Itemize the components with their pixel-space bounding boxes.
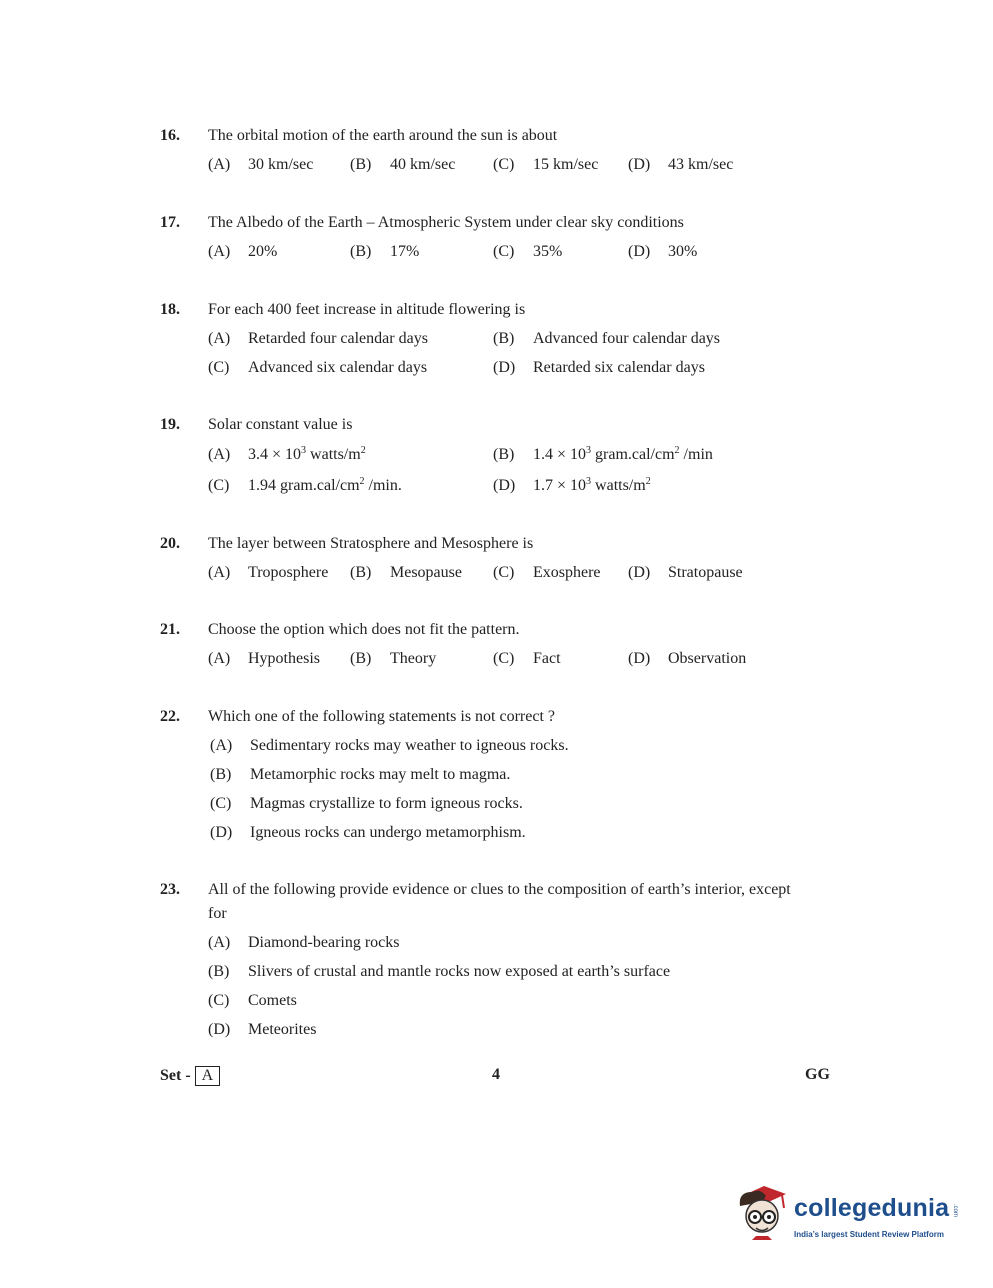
option-label: (D) — [628, 650, 651, 667]
option-text: Slivers of crustal and mantle rocks now exposed at earth’s surface — [248, 963, 671, 980]
option-label: (B) — [350, 156, 372, 173]
option-text: Retarded four calendar days — [248, 330, 428, 347]
option-text: Metamorphic rocks may melt to magma. — [250, 766, 511, 783]
option-text: 43 km/sec — [668, 156, 734, 173]
exponent: 3 — [301, 445, 307, 456]
option-label: (D) — [493, 477, 516, 494]
option-label: (D) — [628, 243, 651, 260]
option-label: (C) — [493, 650, 515, 667]
question-text: The layer between Stratosphere and Mesosphere is — [208, 535, 534, 552]
question-number: 22. — [160, 708, 180, 725]
option-c[interactable] — [493, 243, 562, 261]
option-text: gram.cal/cm — [591, 446, 675, 463]
option-d[interactable] — [493, 359, 705, 377]
option-d[interactable] — [628, 650, 746, 668]
option-text: Sedimentary rocks may weather to igneous rocks. — [250, 737, 569, 754]
option-label: (B) — [493, 330, 515, 347]
option-label: (A) — [208, 446, 231, 463]
question-text: Which one of the following statements is not correct ? — [208, 708, 556, 725]
option-c[interactable] — [493, 650, 561, 668]
option-text: Magmas crystallize to form igneous rocks. — [250, 795, 523, 812]
option-a[interactable] — [208, 446, 366, 464]
option-label: (B) — [208, 963, 230, 980]
option-label: (D) — [628, 156, 651, 173]
option-text: 17% — [390, 243, 420, 260]
option-c[interactable] — [210, 795, 523, 813]
option-text: Retarded six calendar days — [533, 359, 705, 376]
option-text: 1.4 × 10 — [533, 446, 587, 463]
option-label: (D) — [628, 564, 651, 581]
option-text: Advanced six calendar days — [248, 359, 428, 376]
option-text: 1.7 × 10 — [533, 477, 587, 494]
option-label: (B) — [350, 564, 372, 581]
option-text: Hypothesis — [248, 650, 320, 667]
brand-tagline: India’s largest Student Review Platform — [794, 1230, 944, 1239]
set-label: Set - — [160, 1067, 191, 1084]
option-c[interactable] — [208, 359, 427, 377]
option-label: (B) — [350, 650, 372, 667]
option-a[interactable] — [208, 934, 400, 952]
option-text: 35% — [533, 243, 563, 260]
option-d[interactable] — [628, 243, 697, 261]
option-label: (A) — [208, 156, 231, 173]
option-label: (A) — [208, 243, 231, 260]
option-text: Observation — [668, 650, 747, 667]
question-text: The orbital motion of the earth around the sun is about — [208, 127, 558, 144]
option-text: Stratopause — [668, 564, 743, 581]
option-label: (C) — [208, 477, 230, 494]
exponent: 3 — [586, 445, 592, 456]
paper-code: GG — [805, 1066, 830, 1083]
option-text: /min — [679, 446, 713, 463]
exponent: 2 — [359, 476, 365, 487]
option-b[interactable] — [350, 564, 462, 582]
page-footer — [0, 1066, 993, 1090]
option-text: Meteorites — [248, 1021, 317, 1038]
option-label: (C) — [493, 243, 515, 260]
option-text: Comets — [248, 992, 297, 1009]
question-number: 16. — [160, 127, 180, 144]
question-text: The Albedo of the Earth – Atmospheric System under clear sky conditions — [208, 214, 684, 231]
option-a[interactable] — [210, 737, 569, 755]
option-d[interactable] — [628, 156, 733, 174]
option-text: 30% — [668, 243, 698, 260]
option-label: (A) — [208, 650, 231, 667]
collegedunia-logo — [734, 1180, 964, 1250]
mascot-icon — [734, 1180, 792, 1250]
option-text: watts/m — [591, 477, 646, 494]
option-text: 3.4 × 10 — [248, 446, 302, 463]
option-text: 30 km/sec — [248, 156, 314, 173]
option-label: (B) — [493, 446, 515, 463]
option-text: Troposphere — [248, 564, 329, 581]
option-label: (B) — [350, 243, 372, 260]
page-number: 4 — [492, 1066, 500, 1083]
question-number: 23. — [160, 881, 180, 898]
option-text: 20% — [248, 243, 278, 260]
question-number: 20. — [160, 535, 180, 552]
question-text: For each 400 feet increase in altitude flowering is — [208, 301, 526, 318]
option-b[interactable] — [208, 963, 670, 981]
exponent: 2 — [360, 445, 366, 456]
option-text: 40 km/sec — [390, 156, 456, 173]
option-a[interactable] — [208, 243, 277, 261]
option-b[interactable] — [210, 766, 510, 784]
option-a[interactable] — [208, 650, 320, 668]
question-text: Choose the option which does not fit the pattern. — [208, 621, 520, 638]
question-text-continued: for — [208, 905, 227, 922]
brand-domain: .com — [952, 1204, 958, 1218]
question-number: 17. — [160, 214, 180, 231]
question-text: Solar constant value is — [208, 416, 353, 433]
option-text: Theory — [390, 650, 437, 667]
question-number: 21. — [160, 621, 180, 638]
option-label: (C) — [210, 795, 232, 812]
option-text: Advanced four calendar days — [533, 330, 721, 347]
option-c[interactable] — [493, 564, 601, 582]
option-label: (D) — [493, 359, 516, 376]
option-text: Diamond-bearing rocks — [248, 934, 400, 951]
exponent: 3 — [586, 476, 592, 487]
option-text: Igneous rocks can undergo metamorphism. — [250, 824, 526, 841]
option-d[interactable] — [493, 477, 651, 495]
option-b[interactable] — [493, 446, 713, 464]
option-label: (A) — [208, 330, 231, 347]
option-d[interactable] — [628, 564, 743, 582]
option-c[interactable] — [493, 156, 598, 174]
question-number: 19. — [160, 416, 180, 433]
option-d[interactable] — [210, 824, 526, 842]
option-a[interactable] — [208, 330, 428, 348]
set-value-box: A — [195, 1066, 221, 1086]
option-label: (A) — [208, 564, 231, 581]
option-text: Fact — [533, 650, 561, 667]
option-c[interactable] — [208, 992, 297, 1010]
brand-name: collegedunia — [794, 1194, 950, 1222]
option-label: (C) — [493, 564, 515, 581]
option-label: (C) — [208, 359, 230, 376]
option-text: 15 km/sec — [533, 156, 599, 173]
option-a[interactable] — [208, 564, 328, 582]
set-indicator — [160, 1066, 220, 1086]
option-text: /min. — [364, 477, 402, 494]
option-d[interactable] — [208, 1021, 316, 1039]
option-b[interactable] — [350, 156, 455, 174]
option-b[interactable] — [350, 243, 419, 261]
question-text: All of the following provide evidence or clues to the composition of earth’s interior, except — [208, 881, 791, 898]
exponent: 2 — [645, 476, 651, 487]
option-label: (A) — [208, 934, 231, 951]
option-text: watts/m — [306, 446, 361, 463]
option-label: (A) — [210, 737, 233, 754]
option-label: (D) — [210, 824, 233, 841]
option-text: Exosphere — [533, 564, 601, 581]
option-label: (D) — [208, 1021, 231, 1038]
option-label: (C) — [208, 992, 230, 1009]
option-text: 1.94 gram.cal/cm — [248, 477, 360, 494]
option-text: Mesopause — [390, 564, 462, 581]
option-b[interactable] — [350, 650, 436, 668]
option-label: (B) — [210, 766, 232, 783]
option-c[interactable] — [208, 477, 402, 495]
option-label: (C) — [493, 156, 515, 173]
question-number: 18. — [160, 301, 180, 318]
exponent: 2 — [674, 445, 680, 456]
option-a[interactable] — [208, 156, 313, 174]
option-b[interactable] — [493, 330, 720, 348]
